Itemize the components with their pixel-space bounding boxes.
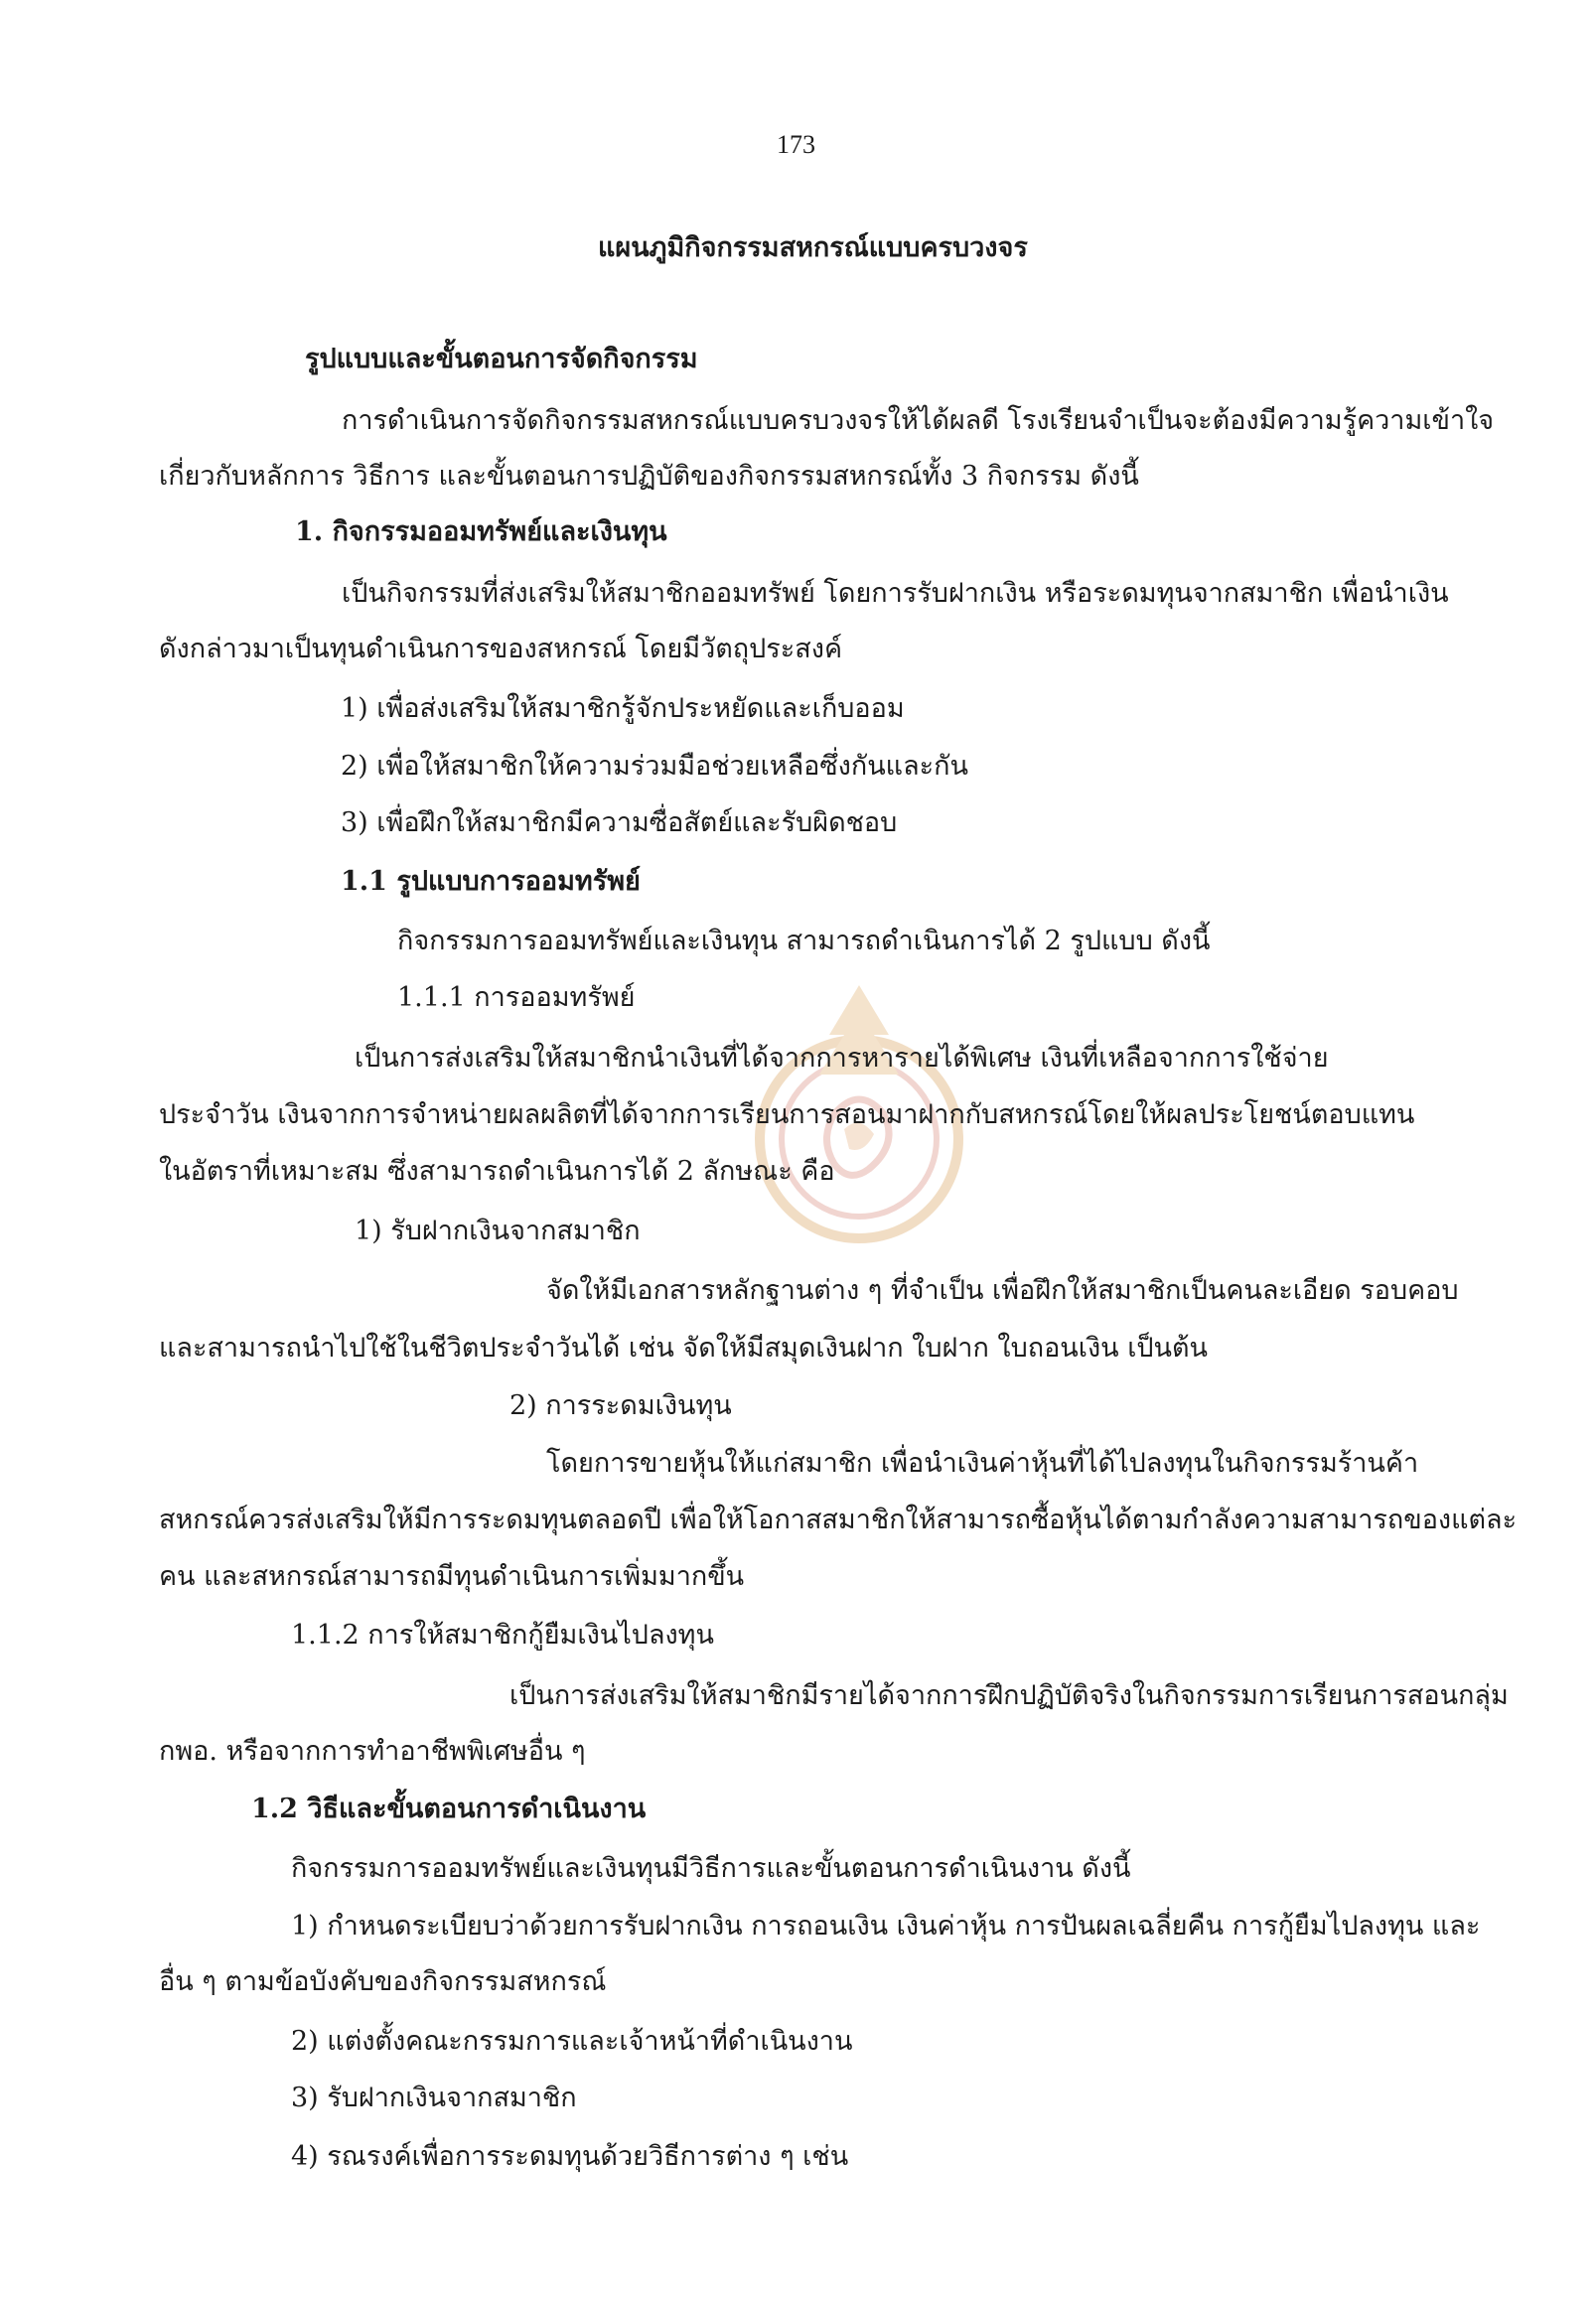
deposit-para-2: และสามารถนำไปใช้ในชีวิตประจำวันได้ เช่น จัดให้มีสมุดเงินฝาก ใบฝาก ใบถอนเงิน เป็นต้น [159, 1333, 1209, 1364]
deposit-para-1: จัดให้มีเอกสารหลักฐานต่าง ๆ ที่จำเป็น เพื่อฝึกให้สมาชิกเป็นคนละเอียด รอบคอบ [546, 1275, 1459, 1306]
fund-para-2: สหกรณ์ควรส่งเสริมให้มีการระดมทุนตลอดปี เพื่อให้โอกาสสมาชิกให้สามารถซื้อหุ้นได้ตามกำลังความสามารถของแต่ละ [159, 1505, 1518, 1535]
s11-intro: กิจกรรมการออมทรัพย์และเงินทุน สามารถดำเนินการได้ 2 รูปแบบ ดังนี้ [397, 926, 1211, 956]
s112-heading: 1.1.2 การให้สมาชิกกู้ยืมเงินไปลงทุน [291, 1620, 714, 1651]
section-heading: รูปแบบและขั้นตอนการจัดกิจกรรม [305, 344, 698, 374]
s12-step-3: 3) รับฝากเงินจากสมาชิก [291, 2083, 577, 2113]
activity1-desc-2: ดังกล่าวมาเป็นทุนดำเนินการของสหกรณ์ โดยมีวัตถุประสงค์ [159, 634, 842, 664]
s11-heading: 1.1 รูปแบบการออมทรัพย์ [341, 866, 641, 897]
s12-step-1b: อื่น ๆ ตามข้อบังคับของกิจกรรมสหกรณ์ [159, 1966, 607, 1997]
s111-para-1: เป็นการส่งเสริมให้สมาชิกนำเงินที่ได้จากการหารายได้พิเศษ เงินที่เหลือจากการใช้จ่าย [355, 1043, 1329, 1074]
s111-para-2: ประจำวัน เงินจากการจำหน่ายผลผลิตที่ได้จากการเรียนการสอนมาฝากกับสหกรณ์โดยให้ผลประโยชน์ตอบแทน [159, 1099, 1415, 1130]
objective-2: 2) เพื่อให้สมาชิกให้ความร่วมมือช่วยเหลือซึ่งกันและกัน [341, 751, 968, 782]
page-title: แผนภูมิกิจกรรมสหกรณ์แบบครบวงจร [598, 232, 1028, 263]
activity1-heading: 1. กิจกรรมออมทรัพย์และเงินทุน [295, 516, 667, 547]
activity1-desc-1: เป็นกิจกรรมที่ส่งเสริมให้สมาชิกออมทรัพย์ โดยการรับฝากเงิน หรือระดมทุนจากสมาชิก เพื่อนำเงิน [342, 578, 1449, 609]
objective-3: 3) เพื่อฝึกให้สมาชิกมีความซื่อสัตย์และรับผิดชอบ [341, 807, 898, 838]
s111-heading: 1.1.1 การออมทรัพย์ [397, 982, 636, 1013]
s112-para-2: กพอ. หรือจากการทำอาชีพพิเศษอื่น ๆ [159, 1736, 586, 1767]
fund-para-1: โดยการขายหุ้นให้แก่สมาชิก เพื่อนำเงินค่าหุ้นที่ได้ไปลงทุนในกิจกรรมร้านค้า [546, 1448, 1419, 1479]
page-number: 173 [777, 130, 815, 159]
s12-intro: กิจกรรมการออมทรัพย์และเงินทุนมีวิธีการและขั้นตอนการดำเนินงาน ดังนี้ [291, 1853, 1131, 1884]
fund-para-3: คน และสหกรณ์สามารถมีทุนดำเนินการเพิ่มมากขึ้น [159, 1561, 745, 1592]
intro-line-2: เกี่ยวกับหลักการ วิธีการ และขั้นตอนการปฏิบัติของกิจกรรมสหกรณ์ทั้ง 3 กิจกรรม ดังนี้ [159, 461, 1139, 492]
s12-step-1a: 1) กำหนดระเบียบว่าด้วยการรับฝากเงิน การถอนเงิน เงินค่าหุ้น การปันผลเฉลี่ยคืน การกู้ยืมไปลงทุน และ [291, 1911, 1481, 1942]
s112-para-1: เป็นการส่งเสริมให้สมาชิกมีรายได้จากการฝึกปฏิบัติจริงในกิจกรรมการเรียนการสอนกลุ่ม [509, 1680, 1509, 1711]
s12-heading: 1.2 วิธีและขั้นตอนการดำเนินงาน [251, 1794, 647, 1824]
s12-step-4: 4) รณรงค์เพื่อการระดมทุนด้วยวิธีการต่าง ๆ เช่น [291, 2141, 849, 2172]
s12-step-2: 2) แต่งตั้งคณะกรรมการและเจ้าหน้าที่ดำเนินงาน [291, 2026, 853, 2057]
intro-line-1: การดำเนินการจัดกิจกรรมสหกรณ์แบบครบวงจรให้ได้ผลดี โรงเรียนจำเป็นจะต้องมีความรู้ความเข้าใจ [342, 405, 1495, 436]
objective-1: 1) เพื่อส่งเสริมให้สมาชิกรู้จักประหยัดและเก็บออม [341, 693, 905, 724]
deposit-title: 1) รับฝากเงินจากสมาชิก [355, 1216, 641, 1246]
fund-title: 2) การระดมเงินทุน [509, 1390, 732, 1421]
s111-para-3: ในอัตราที่เหมาะสม ซึ่งสามารถดำเนินการได้ 2 ลักษณะ คือ [159, 1156, 835, 1187]
